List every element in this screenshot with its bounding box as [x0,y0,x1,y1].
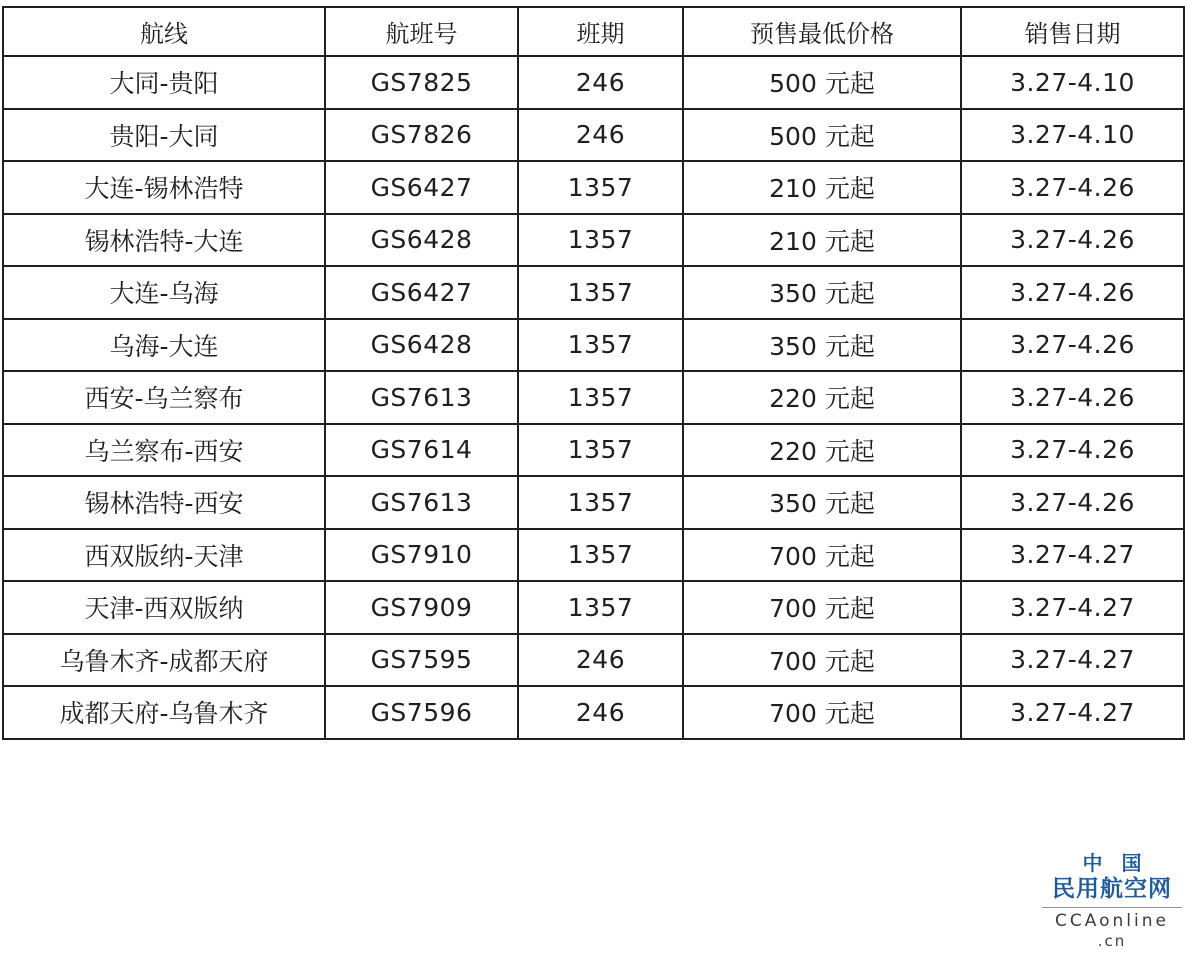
schedule-cell: 1357 [518,529,683,582]
flight-no-cell: GS6428 [325,319,518,372]
header-route: 航线 [3,7,325,56]
price-cell: 220 元起 [683,424,961,477]
sale-date-cell: 3.27-4.26 [961,319,1184,372]
route-cell: 乌海-大连 [3,319,325,372]
flight-no-cell: GS7909 [325,581,518,634]
table-header [3,7,1184,56]
table-row [3,56,1184,109]
watermark-divider [1042,907,1182,908]
table-row [3,686,1184,739]
price-cell: 220 元起 [683,371,961,424]
schedule-cell: 1357 [518,581,683,634]
flight-price-table [2,6,1185,740]
sale-date-cell: 3.27-4.26 [961,424,1184,477]
flight-no-cell: GS7826 [325,109,518,162]
route-cell: 贵阳-大同 [3,109,325,162]
table-row [3,319,1184,372]
header-flight-no: 航班号 [325,7,518,56]
flight-no-cell: GS6427 [325,161,518,214]
table-row [3,581,1184,634]
sale-date-cell: 3.27-4.26 [961,214,1184,267]
flight-no-cell: GS7613 [325,476,518,529]
schedule-cell: 1357 [518,319,683,372]
table-row [3,424,1184,477]
flight-no-cell: GS6427 [325,266,518,319]
route-cell: 天津-西双版纳 [3,581,325,634]
flight-no-cell: GS7613 [325,371,518,424]
schedule-cell: 246 [518,56,683,109]
table-row [3,371,1184,424]
route-cell: 锡林浩特-大连 [3,214,325,267]
sale-date-cell: 3.27-4.27 [961,581,1184,634]
sale-date-cell: 3.27-4.26 [961,371,1184,424]
price-cell: 350 元起 [683,266,961,319]
price-cell: 350 元起 [683,476,961,529]
table-row [3,634,1184,687]
sale-date-cell: 3.27-4.26 [961,266,1184,319]
table-row [3,476,1184,529]
price-cell: 350 元起 [683,319,961,372]
table-body [3,56,1184,739]
route-cell: 大同-贵阳 [3,56,325,109]
route-cell: 大连-乌海 [3,266,325,319]
schedule-cell: 246 [518,634,683,687]
flight-no-cell: GS7825 [325,56,518,109]
header-schedule: 班期 [518,7,683,56]
price-cell: 700 元起 [683,686,961,739]
table-header-row [3,7,1184,56]
flight-no-cell: GS7910 [325,529,518,582]
route-cell: 乌兰察布-西安 [3,424,325,477]
price-cell: 700 元起 [683,581,961,634]
flight-no-cell: GS6428 [325,214,518,267]
header-price: 预售最低价格 [683,7,961,56]
schedule-cell: 246 [518,109,683,162]
route-cell: 西双版纳-天津 [3,529,325,582]
price-cell: 210 元起 [683,161,961,214]
table-row [3,266,1184,319]
schedule-cell: 246 [518,686,683,739]
watermark-site-name-en: CCAonline [1055,911,1169,932]
price-cell: 500 元起 [683,109,961,162]
route-cell: 大连-锡林浩特 [3,161,325,214]
sale-date-cell: 3.27-4.10 [961,109,1184,162]
table-row [3,529,1184,582]
route-cell: 西安-乌兰察布 [3,371,325,424]
table-row [3,161,1184,214]
flight-no-cell: GS7596 [325,686,518,739]
schedule-cell: 1357 [518,424,683,477]
sale-date-cell: 3.27-4.27 [961,634,1184,687]
sale-date-cell: 3.27-4.26 [961,161,1184,214]
schedule-cell: 1357 [518,161,683,214]
price-cell: 210 元起 [683,214,961,267]
watermark-site-name-cn: 民用航空网 [1052,876,1172,902]
flight-no-cell: GS7614 [325,424,518,477]
sale-date-cell: 3.27-4.26 [961,476,1184,529]
sale-date-cell: 3.27-4.10 [961,56,1184,109]
schedule-cell: 1357 [518,476,683,529]
flight-no-cell: GS7595 [325,634,518,687]
site-watermark [1042,852,1182,950]
price-cell: 700 元起 [683,529,961,582]
schedule-cell: 1357 [518,371,683,424]
route-cell: 锡林浩特-西安 [3,476,325,529]
sale-date-cell: 3.27-4.27 [961,686,1184,739]
header-sale-date: 销售日期 [961,7,1184,56]
price-cell: 500 元起 [683,56,961,109]
price-cell: 700 元起 [683,634,961,687]
watermark-country-text: 中 国 [1082,851,1148,875]
sale-date-cell: 3.27-4.27 [961,529,1184,582]
route-cell: 乌鲁木齐-成都天府 [3,634,325,687]
route-cell: 成都天府-乌鲁木齐 [3,686,325,739]
schedule-cell: 1357 [518,214,683,267]
watermark-site-tld: .cn [1097,931,1127,950]
table-row [3,214,1184,267]
table-row [3,109,1184,162]
schedule-cell: 1357 [518,266,683,319]
